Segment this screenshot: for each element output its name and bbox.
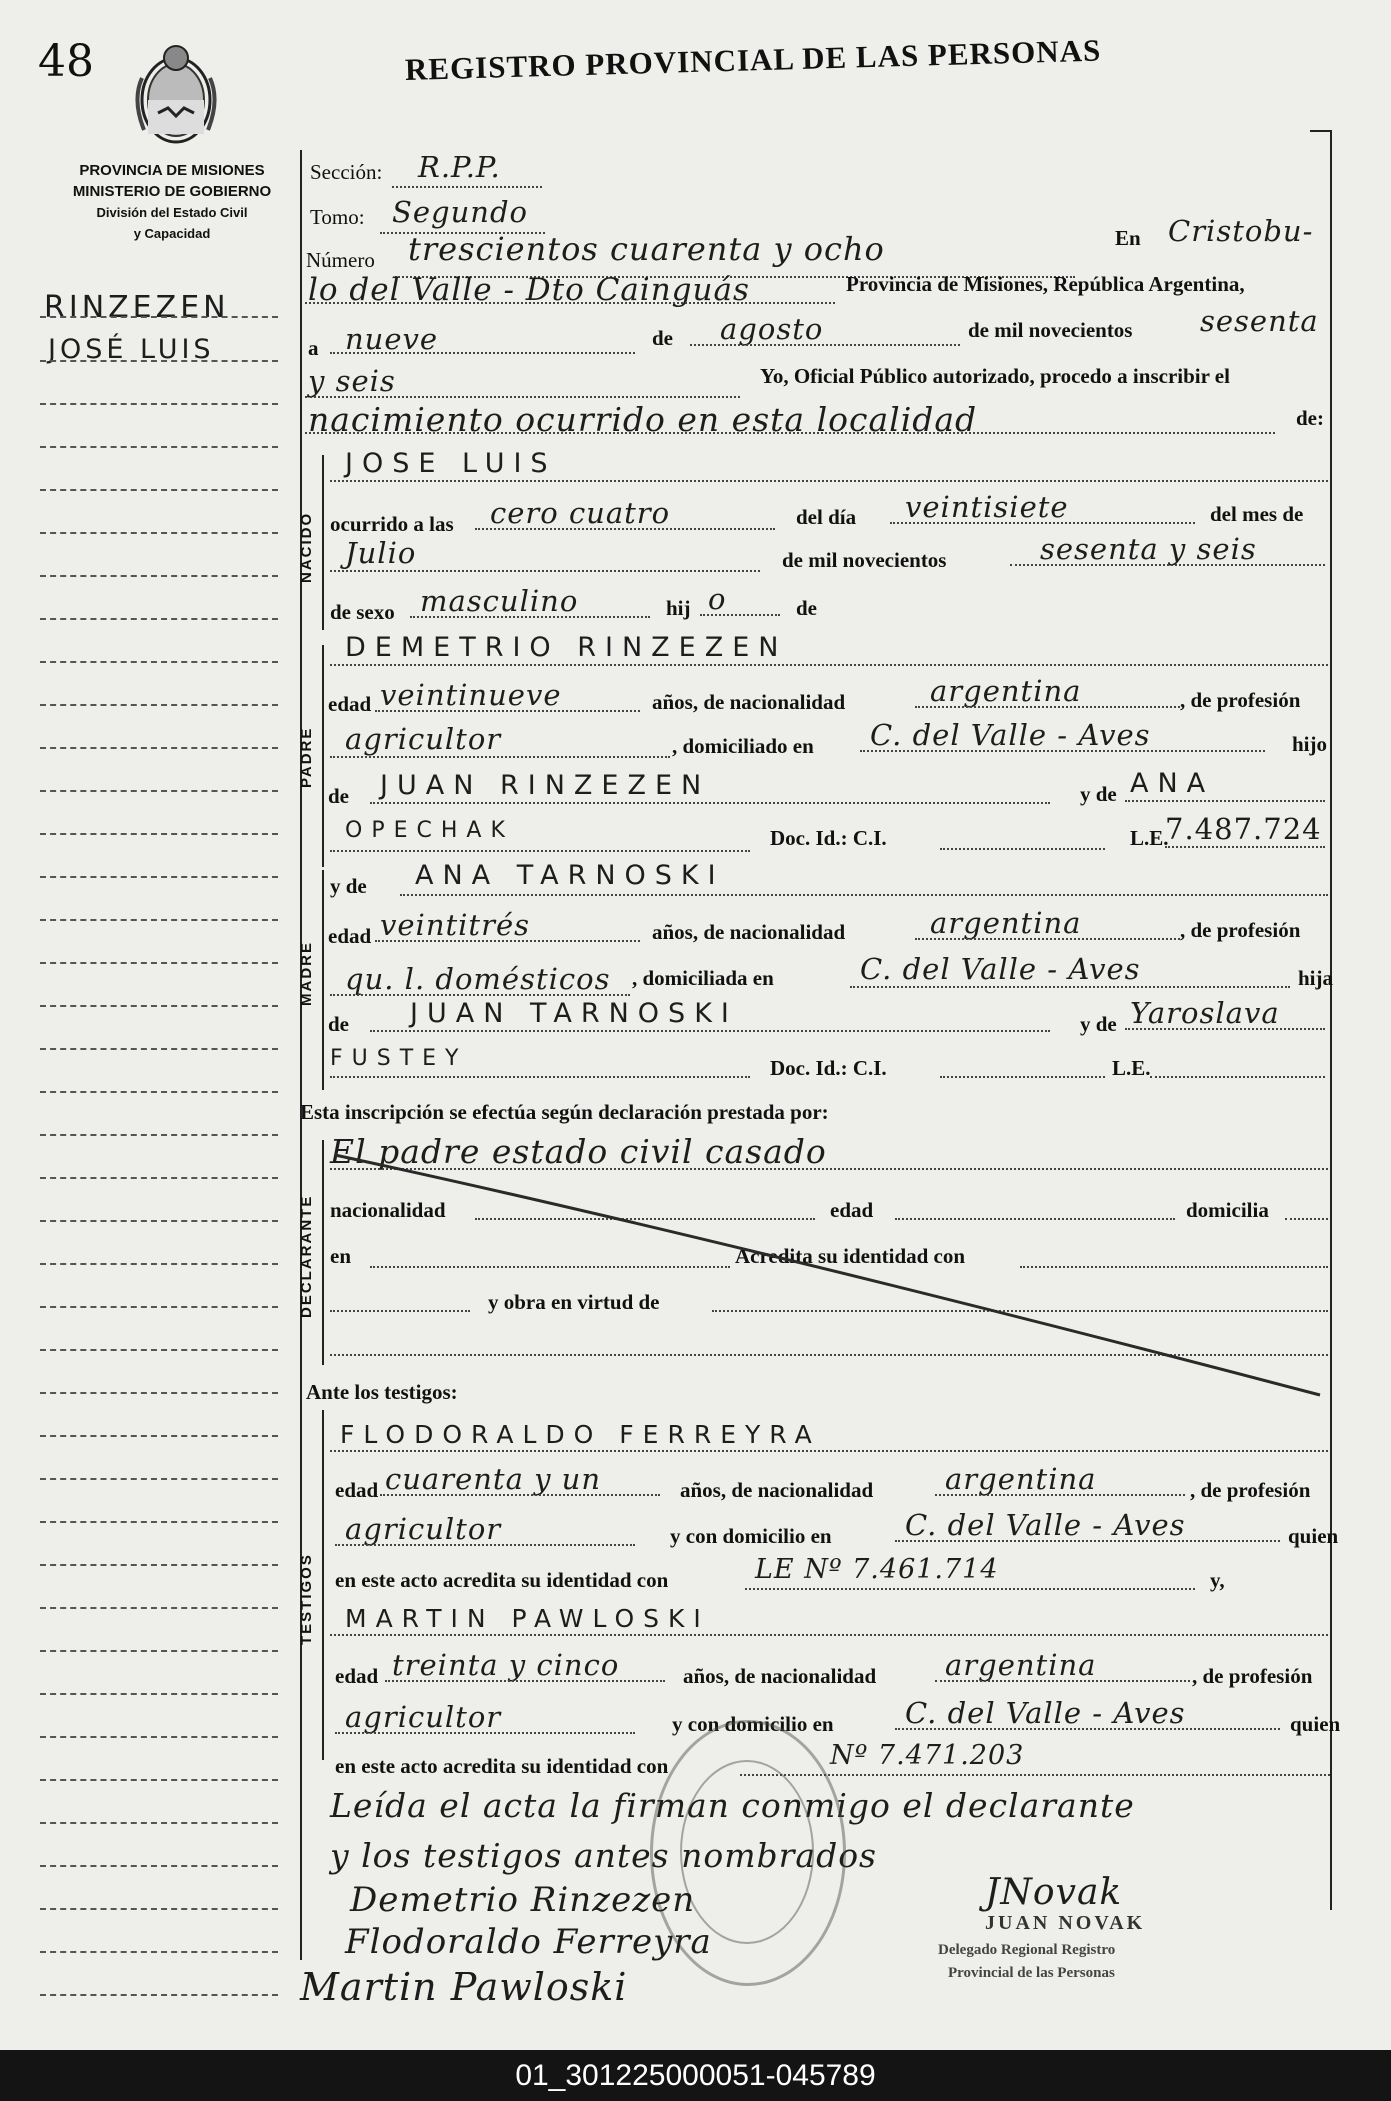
ocurrido-label: ocurrido a las <box>330 512 454 536</box>
authority-line-3: División del Estado Civil <box>96 205 248 220</box>
authority-line-2: MINISTERIO DE GOBIERNO <box>72 183 272 200</box>
madre-name: ANA TARNOSKI <box>415 860 725 891</box>
madre-edad-label: edad <box>328 924 372 948</box>
padre-parent1-value: JUAN RINZEZEN <box>380 770 711 801</box>
bracket-declarante <box>322 1140 324 1365</box>
testigo1-profesion-label: , de profesión <box>1190 1478 1311 1502</box>
coat-of-arms-emblem <box>128 38 224 150</box>
en-label: En <box>1115 226 1141 250</box>
numero-label: Número <box>306 248 375 272</box>
margin-surname: RINZEZEN <box>44 290 230 325</box>
official-name: JUAN NOVAK <box>985 1912 1146 1934</box>
hij-label: hij <box>666 596 691 620</box>
madre-profesion-label: , de profesión <box>1180 918 1301 942</box>
madre-domicilio-label: , domiciliada en <box>632 966 774 990</box>
page-number: 48 <box>38 36 94 87</box>
page-title: REGISTRO PROVINCIAL DE LAS PERSONAS <box>404 32 1102 87</box>
madre-doc-label: Doc. Id.: C.I. <box>770 1056 887 1080</box>
padre-le-value: 7.487.724 <box>1165 812 1322 846</box>
padre-le-label: L.E. <box>1130 826 1169 850</box>
hour-value: cero cuatro <box>490 496 671 530</box>
declarante-nacionalidad-label: nacionalidad <box>330 1198 446 1222</box>
madre-parent2-value-2: FUSTEY <box>330 1046 468 1071</box>
padre-edad-label: edad <box>328 692 372 716</box>
testigo2-edad-label: edad <box>335 1664 379 1688</box>
right-top-tick <box>1310 130 1330 132</box>
padre-edad-value: veintinueve <box>380 678 562 712</box>
madre-profesion-value: qu. l. domésticos <box>345 962 611 996</box>
testigo1-id-value: LE Nº 7.461.714 <box>755 1554 999 1585</box>
del-dia-label: del día <box>796 505 857 529</box>
testigo1-y-label: y, <box>1210 1568 1225 1592</box>
testigo1-nacionalidad-value: argentina <box>945 1462 1097 1496</box>
nacido-year-value: sesenta y seis <box>1040 532 1257 566</box>
official-round-stamp-inner <box>680 1760 814 1944</box>
testigo2-nacionalidad-value: argentina <box>945 1648 1097 1682</box>
event-value: nacimiento ocurrido en esta localidad <box>308 400 978 439</box>
declarante-obra-label: y obra en virtud de <box>488 1290 660 1314</box>
section-label-padre: PADRE <box>298 726 315 788</box>
madre-hija-label: hija <box>1298 966 1334 990</box>
numero-value: trescientos cuarenta y ocho <box>408 230 885 268</box>
padre-nacionalidad-value: argentina <box>930 674 1082 708</box>
testigo2-acredita-label: en este acto acredita su identidad con <box>335 1754 669 1778</box>
a-label: a <box>308 336 319 360</box>
cancellation-stroke <box>330 1150 1330 1410</box>
authority-line-1: PROVINCIA DE MISIONES <box>79 162 265 179</box>
testigo2-anos-label: años, de nacionalidad <box>683 1664 877 1688</box>
place-value-2: lo del Valle - Dto Cainguás <box>308 272 750 308</box>
issuing-authority <box>52 160 292 244</box>
padre-hijo-label: hijo <box>1292 732 1328 756</box>
bracket-madre <box>322 870 324 1090</box>
section-label-testigos: TESTIGOS <box>298 1553 315 1645</box>
scan-identifier-bar <box>0 2050 1391 2101</box>
madre-y-de-label-2: y de <box>1080 1012 1117 1036</box>
declarante-en-label: en <box>330 1244 351 1268</box>
day-value: nueve <box>345 322 439 356</box>
madre-le-label: L.E. <box>1112 1056 1151 1080</box>
madre-de-label: de <box>328 1012 349 1036</box>
tomo-label: Tomo: <box>310 205 365 229</box>
bracket-padre <box>322 645 324 867</box>
declarante-edad-label: edad <box>830 1198 874 1222</box>
nacido-day-value: veintisiete <box>905 490 1069 524</box>
nacido-year-label: de mil novecientos <box>782 548 947 572</box>
official-title-2: Provincial de las Personas <box>948 1965 1115 1981</box>
seccion-label: Sección: <box>310 160 383 184</box>
testigo2-quien-label: quien <box>1290 1712 1341 1736</box>
signature-testigo-2: Martin Pawloski <box>300 1965 628 2009</box>
del-mes-label: del mes de <box>1210 502 1304 526</box>
madre-nacionalidad-value: argentina <box>930 906 1082 940</box>
section-label-declarante: DECLARANTE <box>298 1194 315 1318</box>
madre-y-de-label: y de <box>330 874 367 898</box>
padre-domicilio-label: , domiciliado en <box>672 734 814 758</box>
testigo2-name: MARTIN PAWLOSKI <box>345 1604 710 1633</box>
de-label: de <box>652 326 673 350</box>
year-label: de mil novecientos <box>968 318 1133 342</box>
testigo2-domicilio-value: C. del Valle - Aves <box>905 1696 1186 1730</box>
bracket-nacido <box>322 455 324 630</box>
padre-name: DEMETRIO RINZEZEN <box>345 632 788 663</box>
tomo-value: Segundo <box>392 195 528 229</box>
form-left-border <box>300 150 302 1960</box>
place-value-1: Cristobu- <box>1168 214 1314 248</box>
seccion-value: R.P.P. <box>418 150 501 184</box>
form-right-border <box>1330 130 1332 1910</box>
padre-profesion-value: agricultor <box>345 722 502 756</box>
padre-de-label: de <box>328 784 349 808</box>
padre-domicilio-value: C. del Valle - Aves <box>870 718 1151 752</box>
testigo1-name: FLODORALDO FERREYRA <box>340 1420 821 1449</box>
declarante-acredita-label: Acredita su identidad con <box>735 1244 966 1268</box>
official-title-1: Delegado Regional Registro <box>938 1942 1116 1958</box>
year-value-2: y seis <box>308 364 396 398</box>
testigos-intro: Ante los testigos: <box>306 1380 458 1404</box>
scan-identifier: 01_301225000051-045789 <box>515 2059 876 2092</box>
signature-padre: Demetrio Rinzezen <box>350 1880 696 1920</box>
year-value-1: sesenta <box>1200 304 1319 338</box>
padre-doc-label: Doc. Id.: C.I. <box>770 826 887 850</box>
sexo-label: de sexo <box>330 600 395 624</box>
padre-profesion-label: , de profesión <box>1180 688 1301 712</box>
authority-line-4: y Capacidad <box>133 226 211 241</box>
nacido-month-value: Julio <box>345 536 417 570</box>
testigo1-domicilio-label: y con domicilio en <box>670 1524 832 1548</box>
closing-line-2: y los testigos antes nombrados <box>330 1836 877 1875</box>
madre-anos-label: años, de nacionalidad <box>652 920 846 944</box>
oficial-text: Yo, Oficial Público autorizado, procedo a inscribir el <box>760 364 1230 388</box>
hij-value: o <box>708 582 727 616</box>
declarante-intro: Esta inscripción se efectúa según declaración prestada por: <box>300 1100 829 1124</box>
section-label-madre: MADRE <box>298 941 315 1006</box>
nacido-name: JOSE LUIS <box>345 448 557 479</box>
de-colon-label: de: <box>1296 406 1324 430</box>
testigo2-profesion-label: , de profesión <box>1192 1664 1313 1688</box>
signature-testigo-1: Flodoraldo Ferreyra <box>345 1922 712 1962</box>
madre-edad-value: veintitrés <box>380 908 530 942</box>
testigo1-domicilio-value: C. del Valle - Aves <box>905 1508 1186 1542</box>
testigo1-anos-label: años, de nacionalidad <box>680 1478 874 1502</box>
section-label-nacido: NACIDO <box>298 511 315 583</box>
margin-given-name: JOSÉ LUIS <box>48 334 215 365</box>
testigo1-edad-label: edad <box>335 1478 379 1502</box>
madre-parent1-value: JUAN TARNOSKI <box>410 998 738 1029</box>
signature-official: JNovak <box>985 1872 1123 1913</box>
testigo1-quien-label: quien <box>1288 1524 1339 1548</box>
madre-domicilio-value: C. del Valle - Aves <box>860 952 1141 986</box>
testigo1-acredita-label: en este acto acredita su identidad con <box>335 1568 669 1592</box>
declarante-value: El padre estado civil casado <box>330 1132 827 1171</box>
closing-line-1: Leída el acta la firman conmigo el declarante <box>330 1786 1135 1825</box>
provincia-text: Provincia de Misiones, República Argentina, <box>846 272 1245 296</box>
testigo1-profesion-value: agricultor <box>345 1512 502 1546</box>
testigo2-edad-value: treinta y cinco <box>392 1648 620 1682</box>
madre-parent2-value-1: Yaroslava <box>1130 996 1280 1030</box>
testigo2-id-value: Nº 7.471.203 <box>830 1740 1025 1771</box>
month-value: agosto <box>720 312 824 346</box>
padre-parent2-value-2: OPECHAK <box>345 818 514 843</box>
padre-parent2-value-1: ANA <box>1130 768 1215 799</box>
bracket-testigos <box>322 1410 324 1760</box>
declarante-domicilia-label: domicilia <box>1186 1198 1269 1222</box>
padre-y-de-label: y de <box>1080 782 1117 806</box>
nacido-de-label: de <box>796 596 817 620</box>
testigo2-domicilio-label: y con domicilio en <box>672 1712 834 1736</box>
testigo2-profesion-value: agricultor <box>345 1700 502 1734</box>
testigo1-edad-value: cuarenta y un <box>385 1462 602 1496</box>
sexo-value: masculino <box>420 584 579 618</box>
padre-anos-label: años, de nacionalidad <box>652 690 846 714</box>
